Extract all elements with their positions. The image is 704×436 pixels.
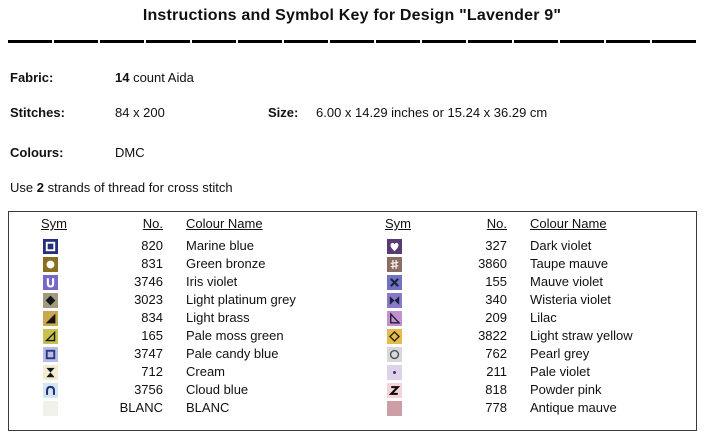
heart-icon [387, 239, 402, 254]
symbol-swatch [387, 347, 402, 362]
table-row [9, 273, 353, 291]
colour-number: 209 [485, 310, 507, 325]
symbol-swatch [43, 275, 58, 290]
symbol-key-column-right [353, 212, 697, 430]
colour-number: 3860 [478, 256, 507, 271]
colour-name: Pale violet [530, 364, 590, 379]
colour-number: 3822 [478, 328, 507, 343]
strands-note [10, 180, 233, 195]
symbol-swatch [43, 347, 58, 362]
table-row [353, 237, 697, 255]
symbol-swatch [387, 383, 402, 398]
symbol-swatch [387, 239, 402, 254]
colour-name: Light brass [186, 310, 250, 325]
table-row [9, 345, 353, 363]
table-row [353, 399, 697, 417]
none [43, 401, 58, 416]
key-header-sym: Sym [385, 216, 411, 231]
diamond-outline-icon [387, 329, 402, 344]
table-row [9, 381, 353, 399]
square-outline-icon [43, 239, 58, 254]
key-header-no: No. [486, 216, 507, 231]
symbol-swatch [43, 257, 58, 272]
table-row [9, 237, 353, 255]
colour-number: 778 [485, 400, 507, 415]
colour-number: 831 [141, 256, 163, 271]
colour-name: Mauve violet [530, 274, 603, 289]
key-header-sym: Sym [41, 216, 67, 231]
horizontal-rule [8, 40, 697, 43]
colour-name: Pale moss green [186, 328, 284, 343]
colour-name: Antique mauve [530, 400, 617, 415]
symbol-swatch [43, 293, 58, 308]
stitches-line [10, 105, 700, 121]
colour-number: 165 [141, 328, 163, 343]
size-label: Size: [268, 105, 299, 120]
table-row [9, 399, 353, 417]
table-row [9, 309, 353, 327]
colour-number: 3747 [134, 346, 163, 361]
colour-number: 818 [485, 382, 507, 397]
key-header-row [353, 215, 697, 233]
fabric-count: 14 [115, 70, 130, 85]
arch-icon [43, 383, 58, 398]
strands-prefix: Use [10, 180, 37, 195]
hourglass-icon [43, 365, 58, 380]
colour-name: Pearl grey [530, 346, 590, 361]
colour-name: Dark violet [530, 238, 592, 253]
colour-name: Pale candy blue [186, 346, 279, 361]
circle-filled-icon [43, 257, 58, 272]
colour-name: BLANC [186, 400, 230, 415]
colour-number: 834 [141, 310, 163, 325]
colours-label: Colours: [10, 145, 64, 160]
page-title: Instructions and Symbol Key for Design "Lavender 9" [142, 7, 562, 24]
table-row [353, 363, 697, 381]
table-row [353, 273, 697, 291]
triangle-down-outline-icon [387, 401, 402, 416]
colour-number: 3023 [134, 292, 163, 307]
key-header-colour-name: Colour Name [530, 216, 607, 231]
symbol-key-table [8, 211, 697, 431]
symbol-swatch [43, 329, 58, 344]
table-row [353, 327, 697, 345]
letter-z-icon [387, 383, 402, 398]
colour-name: Cloud blue [186, 382, 249, 397]
x-cross-icon [387, 275, 402, 290]
key-header-colour-name: Colour Name [186, 216, 263, 231]
fabric-line [10, 70, 700, 86]
symbol-swatch [43, 383, 58, 398]
colour-number: 712 [141, 364, 163, 379]
symbol-swatch [387, 257, 402, 272]
symbol-swatch [387, 365, 402, 380]
table-row [353, 255, 697, 273]
colour-number: 340 [485, 292, 507, 307]
colour-number: 762 [485, 346, 507, 361]
colour-name: Taupe mauve [530, 256, 609, 271]
diamond-filled-icon [43, 293, 58, 308]
dot-icon [387, 365, 402, 380]
symbol-key-column-left [9, 212, 353, 430]
table-row [9, 255, 353, 273]
table-row [9, 363, 353, 381]
fabric-value [115, 70, 194, 85]
colour-name: Iris violet [186, 274, 238, 289]
colour-number: BLANC [119, 400, 163, 415]
colour-name: Powder pink [530, 382, 602, 397]
colour-number: 3746 [134, 274, 163, 289]
table-row [353, 381, 697, 399]
symbol-swatch [387, 329, 402, 344]
symbol-swatch [387, 311, 402, 326]
fabric-rest: count Aida [129, 70, 194, 85]
colour-name: Marine blue [186, 238, 254, 253]
sharp-sign-icon [387, 257, 402, 272]
key-rows [353, 237, 697, 417]
colour-name: Wisteria violet [530, 292, 611, 307]
colour-name: Green bronze [186, 256, 266, 271]
symbol-swatch [387, 401, 402, 416]
colour-name: Light straw yellow [530, 328, 633, 343]
square-outline-icon [43, 347, 58, 362]
triangle-br-filled-icon [43, 311, 58, 326]
key-header-no: No. [142, 216, 163, 231]
triangle-br-outline-icon [43, 329, 58, 344]
bowtie-icon [387, 293, 402, 308]
key-header-row [9, 215, 353, 233]
colour-number: 155 [485, 274, 507, 289]
colour-number: 3756 [134, 382, 163, 397]
colours-value: DMC [115, 145, 145, 160]
table-row [9, 327, 353, 345]
colour-number: 327 [485, 238, 507, 253]
symbol-swatch [387, 275, 402, 290]
symbol-swatch [43, 365, 58, 380]
table-row [353, 291, 697, 309]
colour-name: Light platinum grey [186, 292, 296, 307]
colour-number: 820 [141, 238, 163, 253]
symbol-swatch [43, 401, 58, 416]
symbol-swatch [43, 311, 58, 326]
table-row [353, 345, 697, 363]
strands-count: 2 [36, 180, 44, 195]
letter-u-icon [43, 275, 58, 290]
table-row [353, 309, 697, 327]
symbol-swatch [387, 293, 402, 308]
colour-name: Lilac [530, 310, 557, 325]
triangle-bl-outline-icon [387, 311, 402, 326]
key-rows [9, 237, 353, 417]
strands-suffix: strands of thread for cross stitch [43, 180, 233, 195]
stitches-label: Stitches: [10, 105, 65, 120]
colours-line [10, 145, 700, 161]
colour-number: 211 [486, 364, 507, 379]
symbol-swatch [43, 239, 58, 254]
table-row [9, 291, 353, 309]
fabric-label: Fabric: [10, 70, 54, 85]
circle-outline-icon [387, 347, 402, 362]
size-value: 6.00 x 14.29 inches or 15.24 x 36.29 cm [316, 105, 548, 120]
stitches-value: 84 x 200 [115, 105, 165, 120]
colour-name: Cream [186, 364, 226, 379]
